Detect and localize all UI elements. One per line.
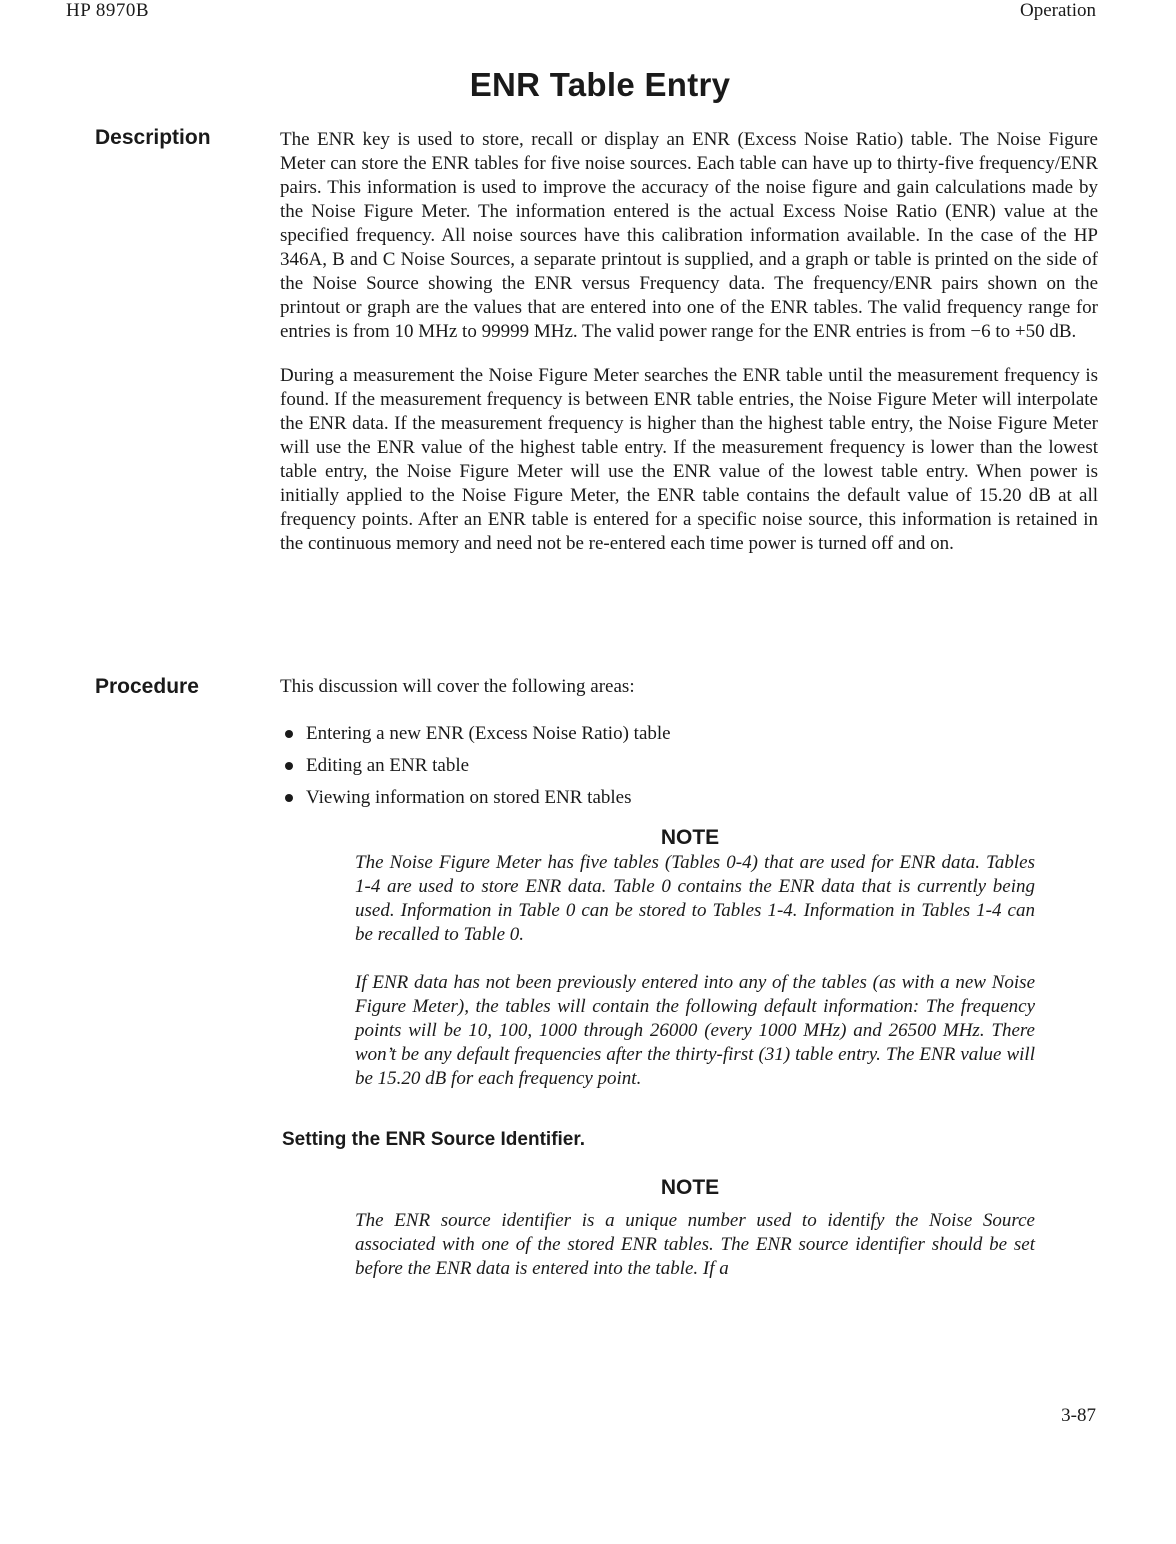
- note-paragraph-2: If ENR data has not been previously entered into any of the tables (as with a new Noise Figure Meter), the tables will contain the following default information: The frequency points will be 10, 100, 1000 through 26000 (every 1000 MHz) and 26500 MHz. There won’t be any default frequencies after the thirty-first (31) table entry. The ENR value will be 15.20 dB for each frequency point.: [355, 972, 1035, 1089]
- note-heading-2: NOTE: [660, 1176, 720, 1199]
- page-number: 3-87: [1061, 1405, 1096, 1426]
- procedure-bullet-list: [282, 722, 1082, 818]
- note-paragraph-1: The Noise Figure Meter has five tables (Tables 0-4) that are used for ENR data. Tables 1-4 are used to store ENR data. Table 0 contains the ENR data that is currently being used. Information in Table 0 can be stored to Tables 1-4. Information in Tables 1-4 can be recalled to Table 0.: [355, 852, 1035, 945]
- header-section: Operation: [1020, 0, 1096, 21]
- description-heading: Description: [95, 126, 211, 149]
- list-item: Viewing information on stored ENR tables: [282, 786, 1082, 818]
- list-item: Editing an ENR table: [282, 754, 1082, 786]
- note-heading: NOTE: [660, 826, 720, 849]
- source-identifier-heading: Setting the ENR Source Identifier.: [282, 1129, 585, 1150]
- description-paragraph-1: The ENR key is used to store, recall or display an ENR (Excess Noise Ratio) table. The Noise Figure Meter can store the ENR tables for five noise sources. Each table can have up to thirty-five frequency/ENR pairs. This information is used to improve the accuracy of the noise figure and gain calculations made by the Noise Figure Meter. The information entered is the actual Excess Noise Ratio (ENR) value at the specified frequency. All noise sources have this calibration information available. In the case of the HP 346A, B and C Noise Sources, a separate printout is supplied, and a graph or table is printed on the side of the Noise Source showing the ENR versus Frequency data. The frequency/ENR pairs shown on the printout or graph are the values that are entered into one of the ENR tables. The valid frequency range for entries is from 10 MHz to 99999 MHz. The valid power range for the ENR entries is from −6 to +50 dB.: [280, 129, 1098, 342]
- page-title: ENR Table Entry: [469, 66, 731, 103]
- bullet-icon: [285, 794, 293, 802]
- header-model: HP 8970B: [66, 0, 150, 21]
- list-item: Entering a new ENR (Excess Noise Ratio) table: [282, 722, 1082, 754]
- note-block: [355, 851, 1035, 1091]
- bullet-icon: [285, 762, 293, 770]
- note-block-2: [355, 1209, 1035, 1281]
- description-paragraph-2: During a measurement the Noise Figure Meter searches the ENR table until the measurement frequency is found. If the measurement frequency is between ENR table entries, the Noise Figure Meter will interpolate the ENR data. If the measurement frequency is higher than the highest table entry, the Noise Figure Meter will use the ENR value of the highest table entry. If the measurement frequency is lower than the lowest table entry, the Noise Figure Meter will use the ENR value of the lowest table entry. When power is initially applied to the Noise Figure Meter, the ENR table contains the default value of 15.20 dB at all frequency points. After an ENR table is entered for a specific noise source, this information is retained in the continuous memory and need not be re-entered each time power is turned off and on.: [280, 365, 1098, 554]
- description-section: [280, 128, 1098, 556]
- bullet-icon: [285, 730, 293, 738]
- procedure-intro: This discussion will cover the following areas:: [280, 676, 635, 697]
- procedure-heading: Procedure: [95, 675, 199, 698]
- note-paragraph-3: The ENR source identifier is a unique number used to identify the Noise Source associated with one of the stored ENR tables. The ENR source identifier should be set before the ENR data is entered into the table. If a: [355, 1210, 1035, 1279]
